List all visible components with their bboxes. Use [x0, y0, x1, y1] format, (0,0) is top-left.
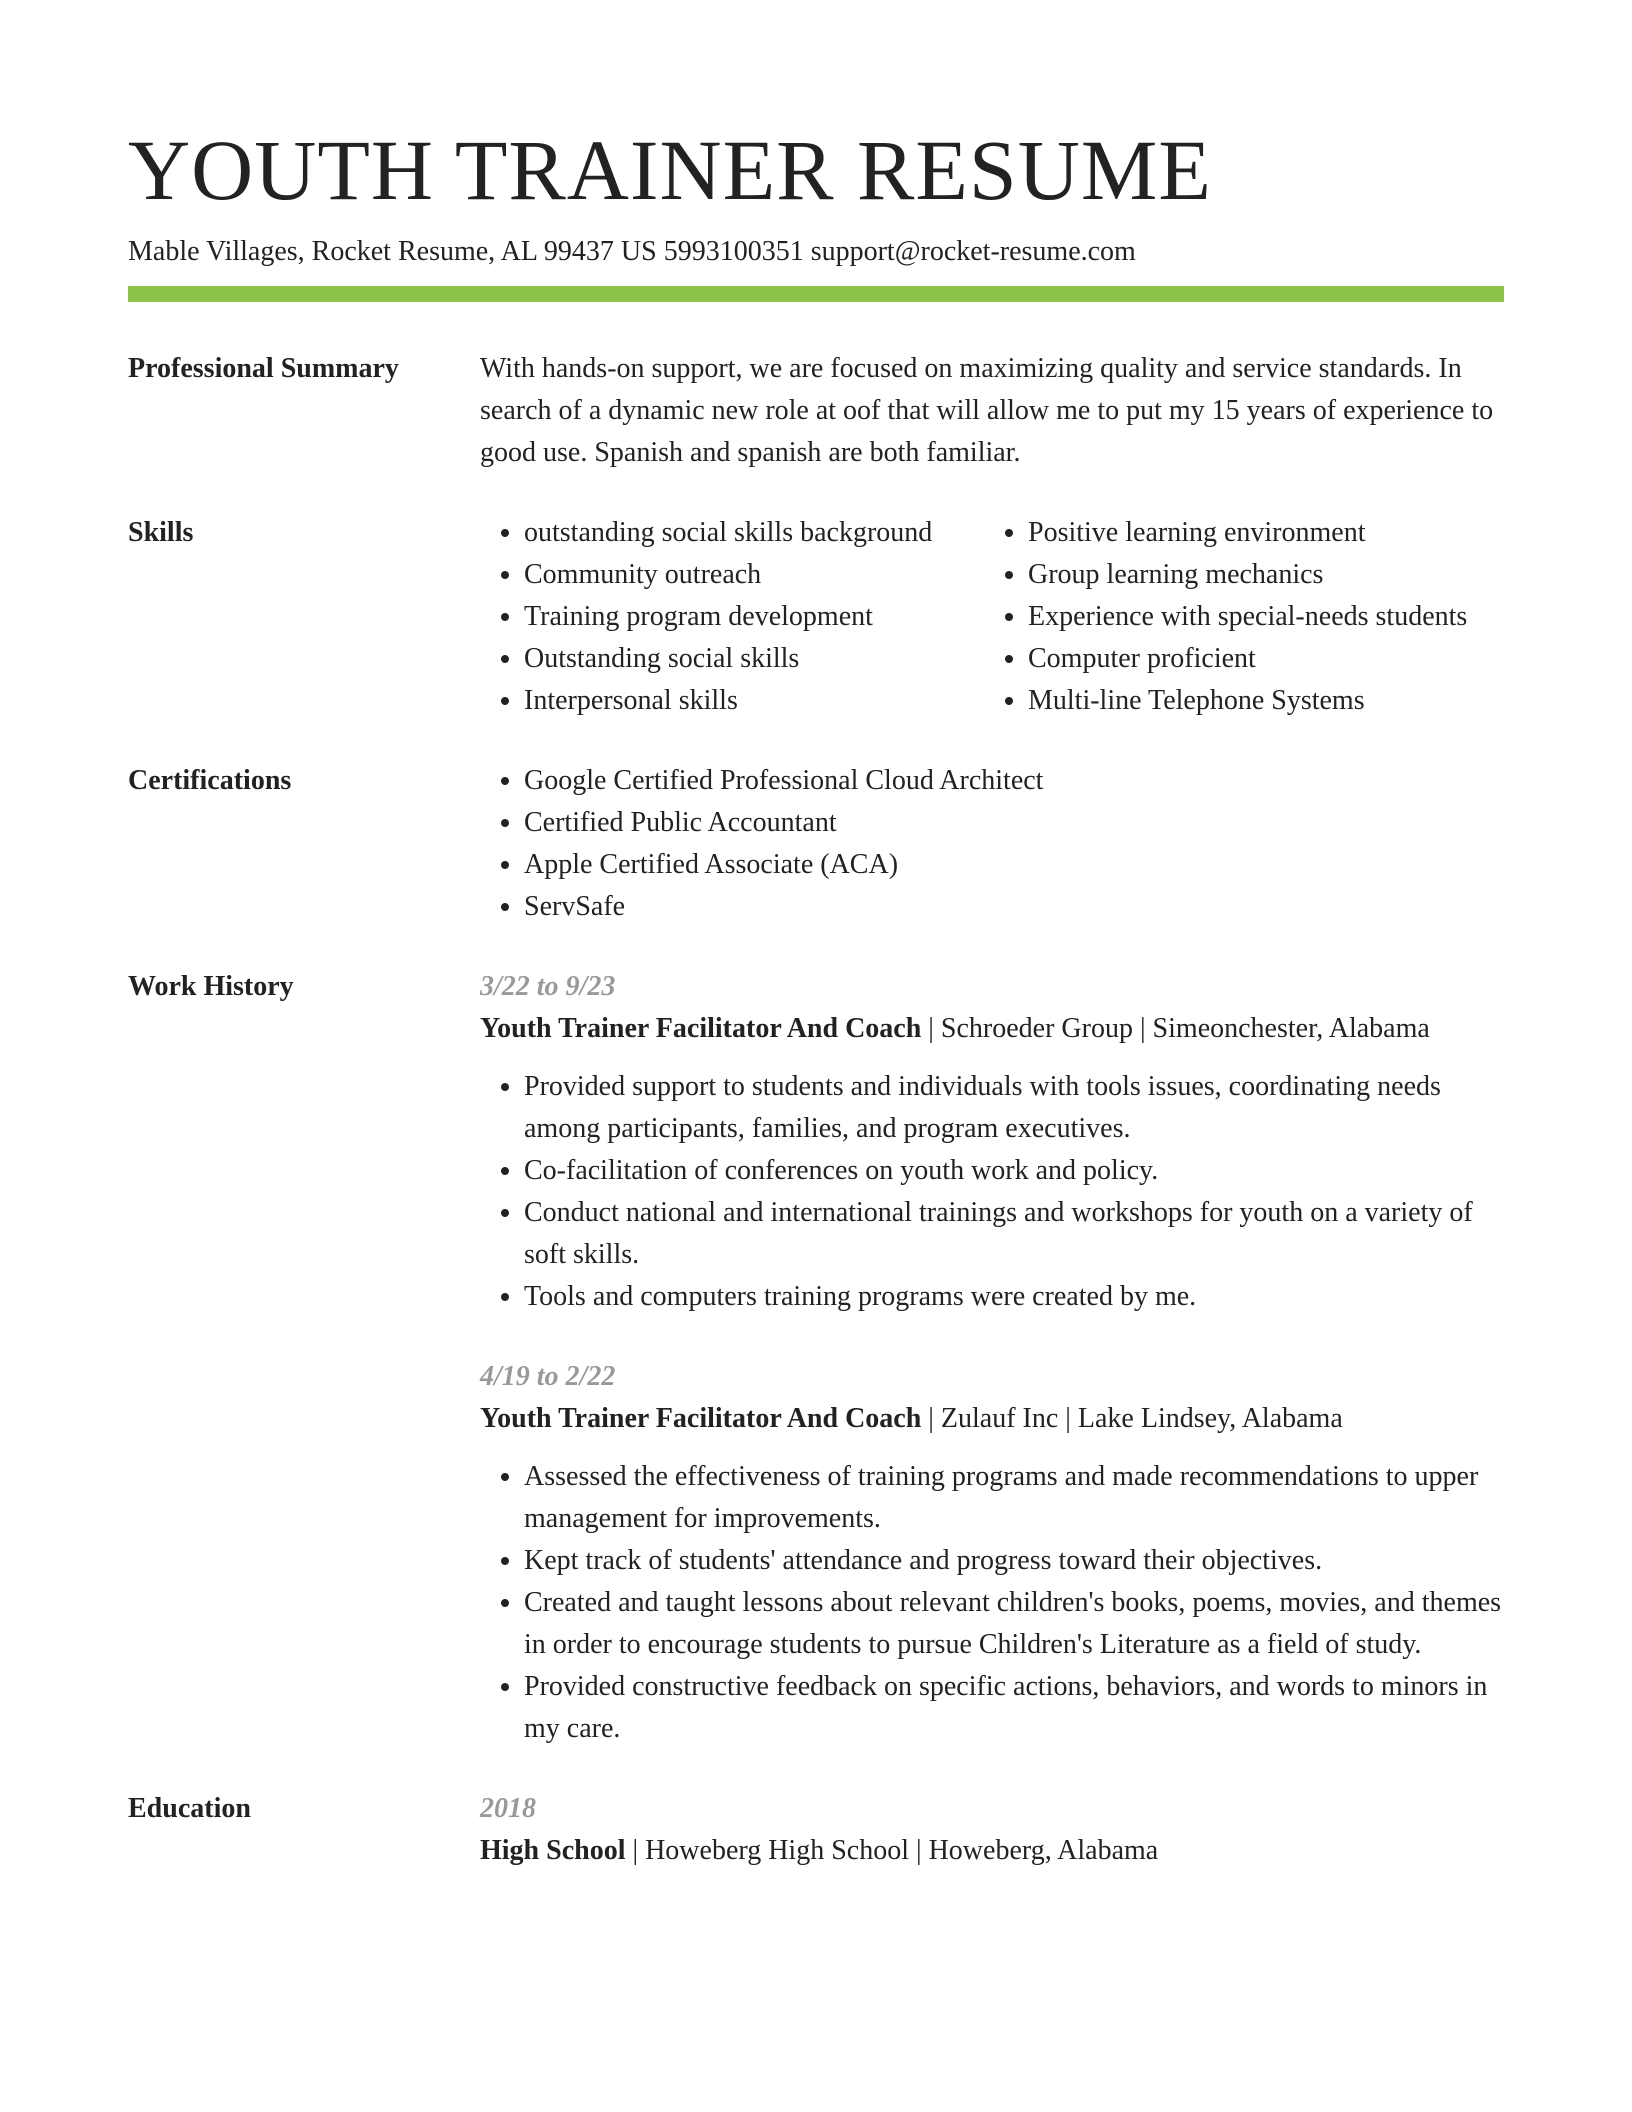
job-entry — [480, 966, 1504, 1318]
job-dates: 4/19 to 2/22 — [480, 1361, 616, 1392]
skill-item: • Interpersonal skills — [524, 680, 984, 722]
job-bullets — [480, 1456, 1504, 1750]
job-bullet: • Kept track of students' attendance and progress toward their objectives. — [524, 1540, 1504, 1582]
certification-item: • ServSafe — [524, 886, 1504, 928]
education-degree: High School — [480, 1835, 626, 1866]
work-history-section — [128, 966, 1504, 1750]
skills-section — [128, 512, 1504, 722]
certification-item: • Apple Certified Associate (ACA) — [524, 844, 1504, 886]
skill-item: • Outstanding social skills — [524, 638, 984, 680]
certifications-section — [128, 760, 1504, 928]
accent-divider — [128, 286, 1504, 302]
resume-title: YOUTH TRAINER RESUME — [128, 122, 1212, 218]
skill-item: • Group learning mechanics — [1028, 554, 1504, 596]
education-section — [128, 1788, 1504, 1872]
job-dates: 3/22 to 9/23 — [480, 971, 616, 1002]
contact-line: Mable Villages, Rocket Resume, AL 99437 US 5993100351 support@rocket-resume.com — [128, 236, 1136, 267]
certification-item: • Google Certified Professional Cloud Architect — [524, 760, 1504, 802]
resume-page — [128, 118, 1504, 1872]
skill-item: • Positive learning environment — [1028, 512, 1504, 554]
job-entry — [480, 1356, 1504, 1750]
job-details: | Schroeder Group | Simeonchester, Alabama — [921, 1013, 1430, 1044]
education-year: 2018 — [480, 1793, 536, 1824]
skill-item: • outstanding social skills background — [524, 512, 984, 554]
job-bullet: • Provided support to students and individuals with tools issues, coordinating needs among participants, families, and program executives. — [524, 1066, 1504, 1150]
job-role: Youth Trainer Facilitator And Coach — [480, 1403, 922, 1434]
work-history-label: Work History — [128, 971, 294, 1002]
job-bullets — [480, 1066, 1504, 1318]
summary-label: Professional Summary — [128, 353, 399, 384]
job-bullet: • Assessed the effectiveness of training programs and made recommendations to upper management for improvements. — [524, 1456, 1504, 1540]
certifications-list — [480, 760, 1504, 928]
job-bullet: • Tools and computers training programs were created by me. — [524, 1276, 1504, 1318]
job-role: Youth Trainer Facilitator And Coach — [480, 1013, 922, 1044]
summary-text: With hands-on support, we are focused on maximizing quality and service standards. In search of a dynamic new role at oof that will allow me to put my 15 years of experience to good use. Spanish and spanish are both familiar. — [480, 353, 1494, 468]
job-details: | Zulauf Inc | Lake Lindsey, Alabama — [921, 1403, 1343, 1434]
job-heading — [480, 1398, 1504, 1440]
certifications-label: Certifications — [128, 765, 292, 796]
education-details: | Howeberg High School | Howeberg, Alabama — [625, 1835, 1159, 1866]
summary-section — [128, 348, 1504, 474]
certification-item: • Certified Public Accountant — [524, 802, 1504, 844]
skill-item: • Experience with special-needs students — [1028, 596, 1504, 638]
job-bullet: • Conduct national and international trainings and workshops for youth on a variety of soft skills. — [524, 1192, 1504, 1276]
job-heading — [480, 1008, 1504, 1050]
education-label: Education — [128, 1793, 251, 1824]
skill-item: • Community outreach — [524, 554, 984, 596]
education-heading — [480, 1830, 1504, 1872]
skill-item: • Computer proficient — [1028, 638, 1504, 680]
skills-list-left — [480, 512, 984, 722]
job-bullet: • Co-facilitation of conferences on youth work and policy. — [524, 1150, 1504, 1192]
job-bullet: • Provided constructive feedback on specific actions, behaviors, and words to minors in my care. — [524, 1666, 1504, 1750]
job-bullet: • Created and taught lessons about relevant children's books, poems, movies, and themes in order to encourage students to pursue Children's Literature as a field of study. — [524, 1582, 1504, 1666]
skills-label: Skills — [128, 517, 194, 548]
skill-item: • Training program development — [524, 596, 984, 638]
skills-list-right — [984, 512, 1504, 722]
skill-item: • Multi-line Telephone Systems — [1028, 680, 1504, 722]
